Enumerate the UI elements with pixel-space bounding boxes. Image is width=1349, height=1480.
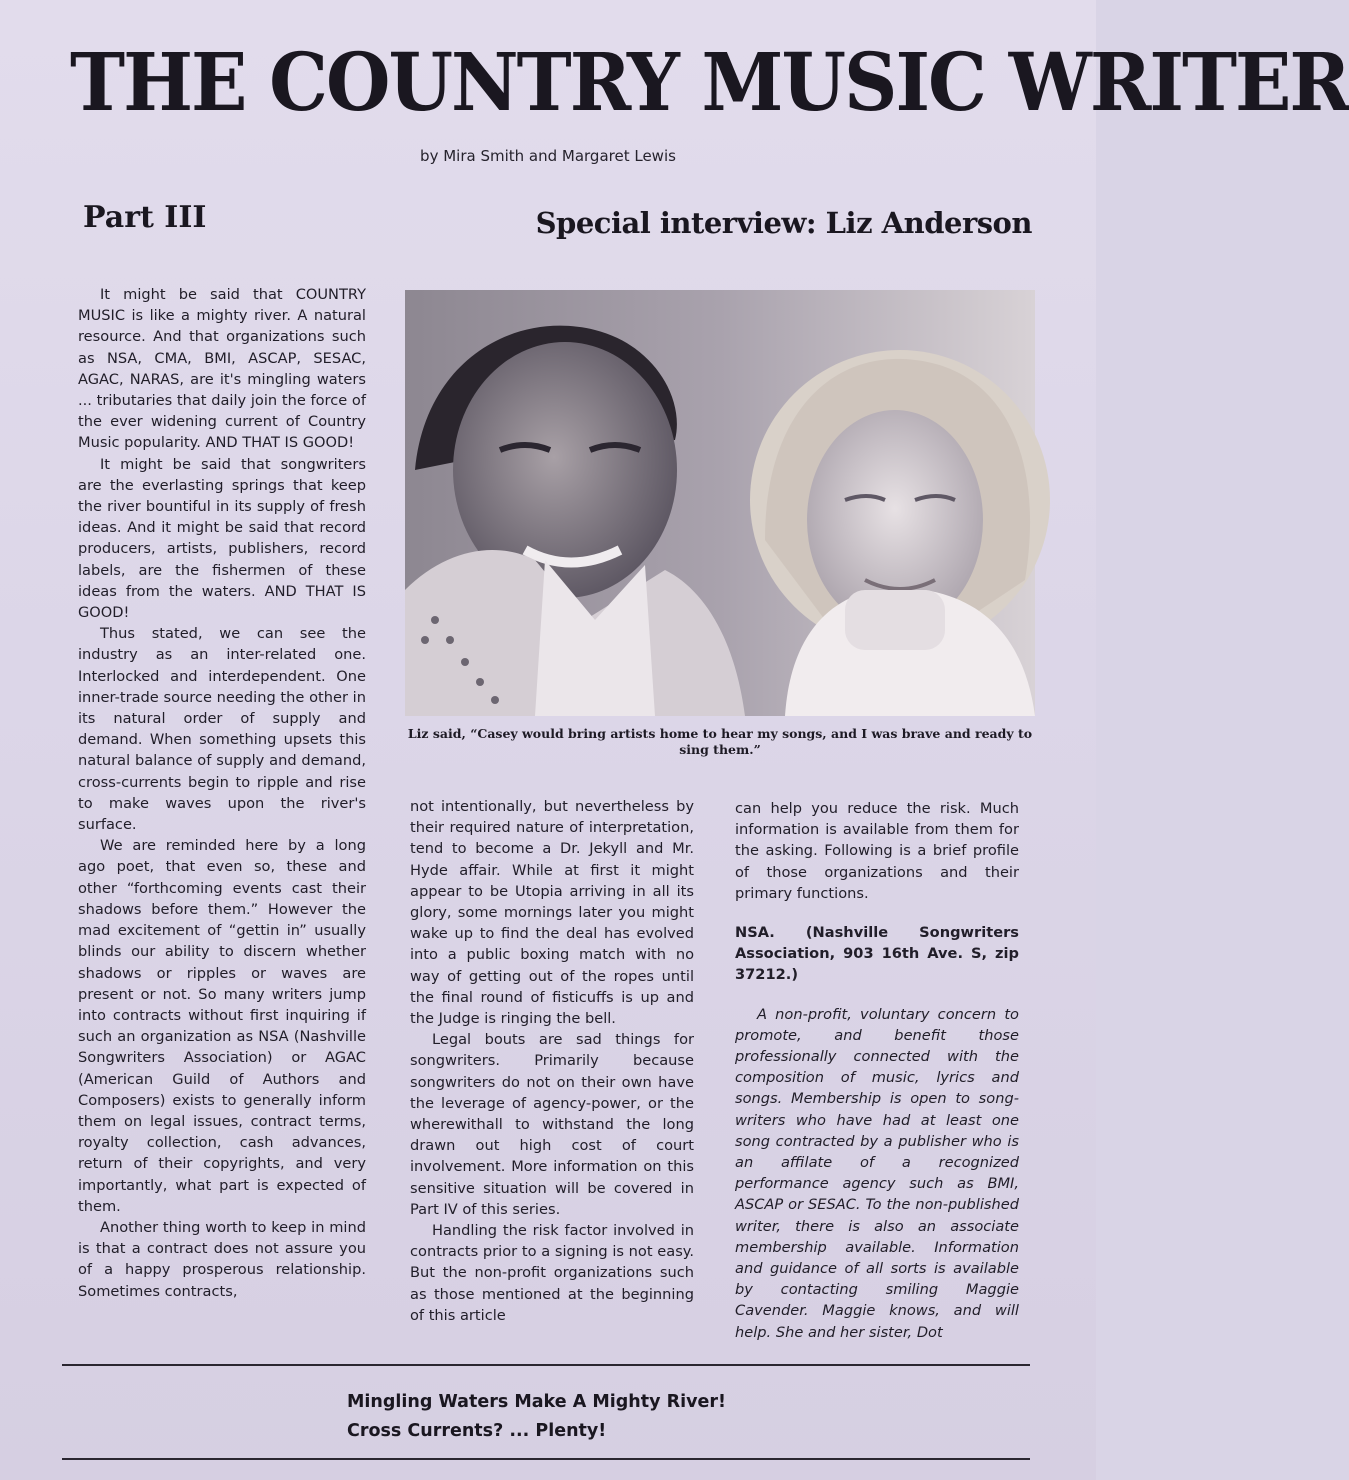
footer-line-1: Mingling Waters Make A Mighty River! (347, 1392, 726, 1412)
column1-paragraph-2: It might be said that songwriters are the everlasting springs that keep the river bountiful in its supply of fresh ideas. And it might be said that record producers, artists, publishers, record labels, are the fishermen of these ideas from the waters. AND THAT IS GOOD! (78, 455, 366, 622)
interview-heading: Special interview: Liz Anderson (535, 206, 1032, 240)
article-column-2 (410, 796, 694, 1326)
photo-caption: Liz said, “Casey would bring artists home to hear my songs, and I was brave and ready to sing them.” (407, 726, 1033, 757)
column2-paragraph-3: Handling the risk factor involved in contracts prior to a signing is not easy. But the non-profit organizations such as those mentioned at the beginning of this article (410, 1222, 694, 1324)
article-column-1 (78, 284, 366, 1302)
column3-paragraph-2: A non-profit, voluntary concern to promote, and benefit those professionally connected with the composition of music, lyrics and songs. Membership is open to song-writers who have had at least one song contracted by a publisher who is an affilate of a recognized performance agency such as BMI, ASCAP or SESAC. To the non-published writer, there is also an associate membership available. Information and guidance of all sorts is available by contacting smiling Maggie Cavender. Maggie knows, and will help. She and her sister, Dot (735, 1005, 1019, 1341)
photo-illustration (405, 290, 1035, 716)
column1-paragraph-1: It might be said that COUNTRY MUSIC is like a mighty river. A natural resource. And that organizations such as NSA, CMA, BMI, ASCAP, SESAC, AGAC, NARAS, are it's mingling waters ... tributaries that daily join the force of the ever widening current of Country Music popularity. AND THAT IS GOOD! (78, 286, 366, 452)
nsa-heading: NSA. (Nashville Songwriters Association, 903 16th Ave. S, zip 37212.) (735, 924, 1019, 984)
part-label: Part III (83, 200, 207, 235)
footer-rule-bottom (62, 1458, 1030, 1460)
footer-slogan (347, 1388, 726, 1446)
column1-paragraph-4: We are reminded here by a long ago poet, that even so, these and other “forthcoming events cast their shadows before them.” However the mad excitement of “gettin in” usually blinds our ability to discern whether shadows or ripples or waves are present or not. So many writers jump into contracts without first inquiring if such an organization as NSA (Nashville Songwriters Association) or AGAC (American Guild of Authors and Composers) exists to generally inform them on legal issues, contract terms, royalty collection, cash advances, return of their copyrights, and very importantly, what part is expected of them. (78, 837, 366, 1215)
column3-paragraph-1: can help you reduce the risk. Much information is available from them for the asking. Following is a brief profile of those organizations and their primary functions. (735, 800, 1019, 902)
byline: by Mira Smith and Margaret Lewis (420, 147, 676, 165)
footer-rule-top (62, 1364, 1030, 1366)
page-title: THE COUNTRY MUSIC WRITER (70, 36, 1349, 130)
footer-line-2: Cross Currents? ... Plenty! (347, 1421, 607, 1441)
column1-paragraph-3: Thus stated, we can see the industry as an inter-related one. Interlocked and interdependent. One inner-trade source needing the other in its natural order of supply and demand. When something upsets this natural balance of supply and demand, cross-currents begin to ripple and rise to make waves upon the river's surface. (78, 625, 366, 834)
column2-paragraph-1: not intentionally, but nevertheless by their required nature of interpretation, tend to become a Dr. Jekyll and Mr. Hyde affair. While at first it might appear to be Utopia arriving in all its glory, some mornings later you might wake up to find the deal has evolved into a public boxing match with no way of getting out of the ropes until the final round of fisticuffs is up and the Judge is ringing the bell. (410, 798, 694, 1028)
article-column-3 (735, 798, 1019, 1343)
interview-photo (405, 290, 1035, 716)
column2-paragraph-2: Legal bouts are sad things for songwriters. Primarily because songwriters do not on their own have the leverage of agency-power, or the wherewithall to withstand the long drawn out high cost of court involvement. More information on this sensitive situation will be covered in Part IV of this series. (410, 1031, 694, 1218)
column1-paragraph-5: Another thing worth to keep in mind is that a contract does not assure you of a happy prosperous relationship. Sometimes contracts, (78, 1218, 366, 1300)
